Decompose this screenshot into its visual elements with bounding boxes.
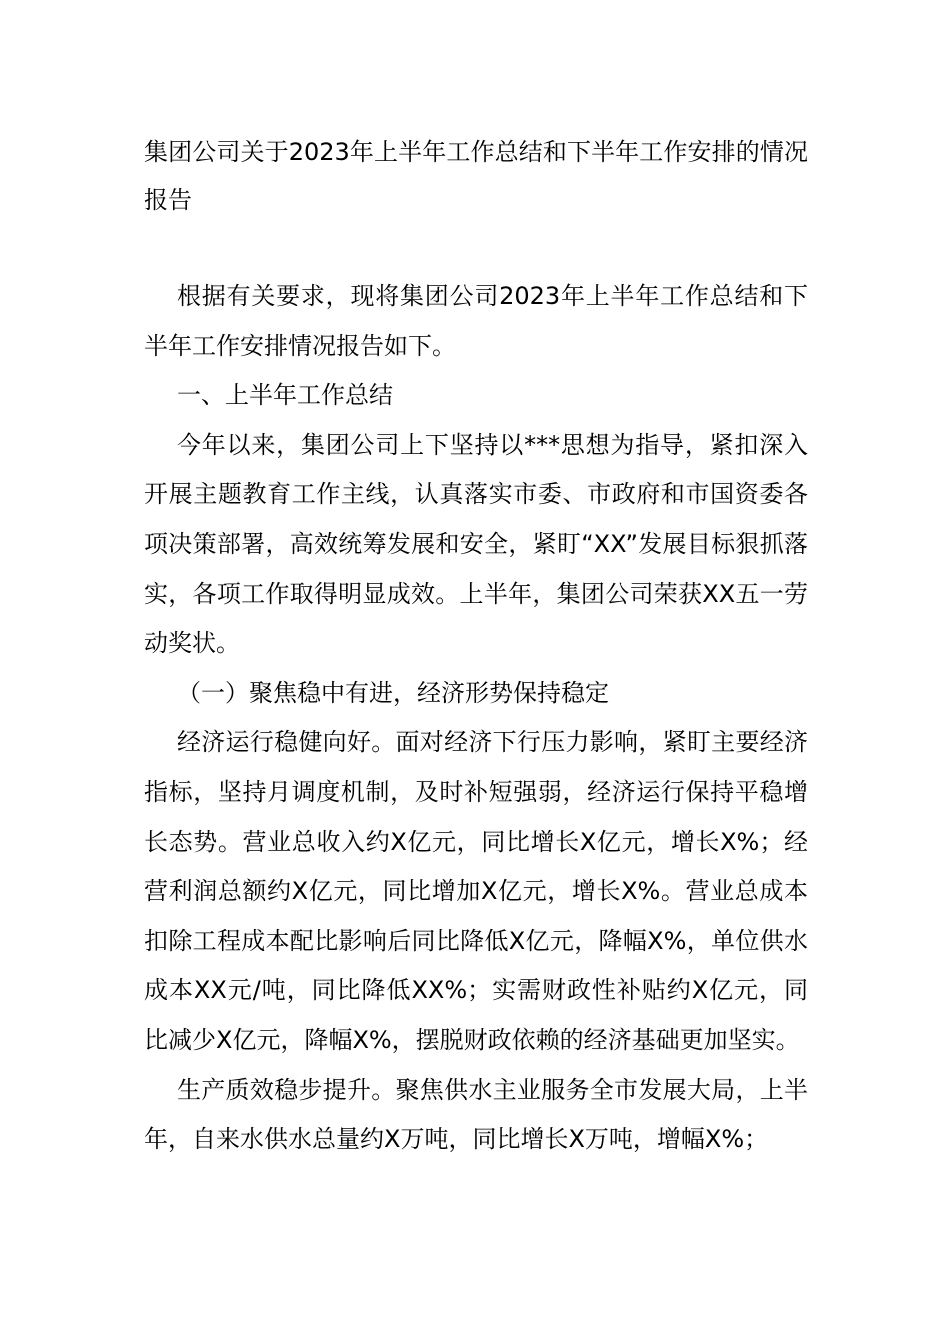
title-spacer [144,224,808,272]
section-heading-1: 一、上半年工作总结 [177,381,393,410]
summary-paragraph: 今年以来，集团公司上下坚持以***思想为指导，紧扣深入开展主题教育工作主线，认真落实市委、市政府和市国资委各项决策部署，高效统筹发展和安全，紧盯“XX”发展目标狠抓落实，各项工作取得明显成效。上半年，集团公司荣获XX五一劳动奖状。 [144,430,808,658]
intro-paragraph: 根据有关要求，现将集团公司2023年上半年工作总结和下半年工作安排情况报告如下。 [144,282,808,360]
document-title: 集团公司关于2023年上半年工作总结和下半年工作安排的情况报告 [144,138,808,214]
economy-paragraph: 经济运行稳健向好。面对经济下行压力影响，紧盯主要经济指标，坚持月调度机制，及时补短强弱，经济运行保持平稳增长态势。营业总收入约X亿元，同比增长X亿元，增长X%；经营利润总额约X亿元，同比增加X亿元，增长X%。营业总成本扣除工程成本配比影响后同比降低X亿元，降幅X%，单位供水成本XX元/吨，同比降低XX%；实需财政性补贴约X亿元，同比减少X亿元，降幅X%，摆脱财政依赖的经济基础更加坚实。 [144,728,808,1054]
subsection-heading-1: （一）聚焦稳中有进，经济形势保持稳定 [177,678,609,707]
production-paragraph: 生产质效稳步提升。聚焦供水主业服务全市发展大局，上半年，自来水供水总量约X万吨，同比增长X万吨，增幅X%； [144,1075,808,1154]
document-page [144,128,808,1165]
